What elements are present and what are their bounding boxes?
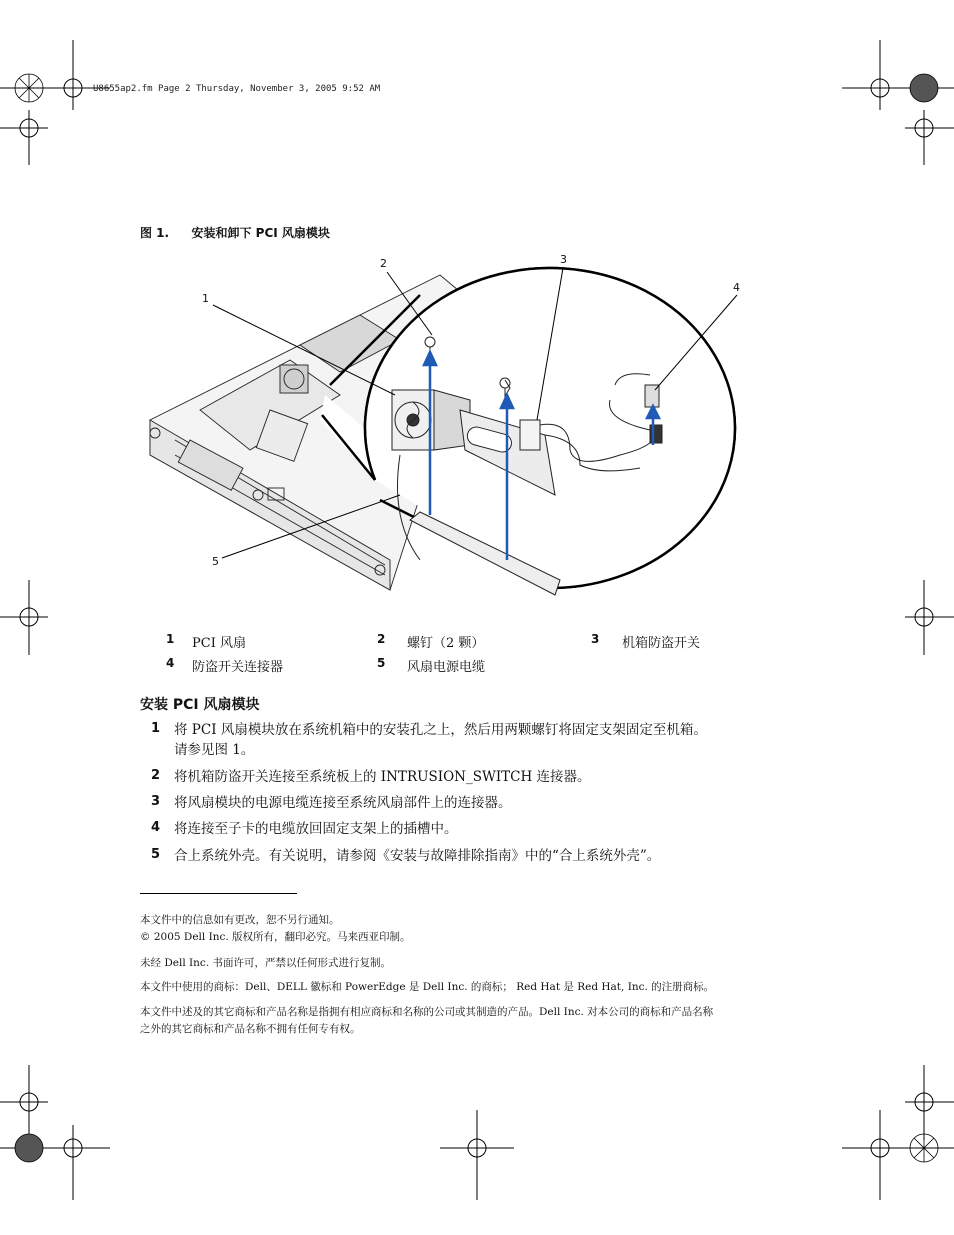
legend-text-3: 机箱防盗开关 [622,636,701,651]
legend-num-3: 3 [591,632,600,646]
footer-notice: 本文件中的信息如有更改，恕不另行通知。 [140,914,340,926]
callout-5: 5 [212,555,219,568]
legend-text-1: PCI 风扇 [192,636,246,651]
footer-trademarks: 本文件中使用的商标：Dell、DELL 徽标和 PowerEdge 是 Dell Inc. 的商标； Red Hat 是 Red Hat, Inc. 的注册商标。 [140,981,715,993]
legend-num-1: 1 [166,632,175,646]
callout-3: 3 [560,253,567,266]
step-num-5: 5 [151,847,161,862]
callout-4: 4 [733,281,740,294]
legend-text-4: 防盗开关连接器 [192,660,284,675]
footer-reproduction: 未经 Dell Inc. 书面许可，严禁以任何形式进行复制。 [140,957,391,969]
callout-2: 2 [380,257,387,270]
footer-other-trademarks-cont: 之外的其它商标和产品名称不拥有任何专有权。 [140,1023,361,1035]
legend-text-2: 螺钉（2 颗） [407,636,485,651]
step-num-3: 3 [151,794,161,809]
step-num-1: 1 [151,721,161,736]
step-num-4: 4 [151,820,161,835]
footer-copyright: © 2005 Dell Inc. 版权所有，翻印必究。马来西亚印制。 [140,931,411,943]
legend-num-2: 2 [377,632,386,646]
step-text-1: 将 PCI 风扇模块放在系统机箱中的安装孔之上，然后用两颗螺钉将固定支架固定至机箱。 [174,722,707,738]
step-text-3: 将风扇模块的电源电缆连接至系统风扇部件上的连接器。 [174,795,512,811]
step-text-1-cont: 请参见图 1。 [174,742,255,758]
legend-num-5: 5 [377,656,386,670]
figure-caption-label: 图 1. [140,226,170,240]
step-text-5: 合上系统外壳。有关说明，请参阅《安装与故障排除指南》中的“合上系统外壳”。 [174,848,661,864]
footer-rule [140,893,297,894]
file-info-header: U8655ap2.fm Page 2 Thursday, November 3, 2005 9:52 AM [93,84,381,94]
legend-num-4: 4 [166,656,175,670]
legend-text-5: 风扇电源电缆 [407,660,486,675]
step-num-2: 2 [151,768,161,783]
step-text-4: 将连接至子卡的电缆放回固定支架上的插槽中。 [174,821,458,837]
section-title: 安装 PCI 风扇模块 [140,697,260,713]
footer-other-trademarks: 本文件中述及的其它商标和产品名称是指拥有相应商标和名称的公司或其制造的产品。Dell Inc. 对本公司的商标和产品名称 [140,1006,714,1018]
step-text-2: 将机箱防盗开关连接至系统板上的 INTRUSION_SWITCH 连接器。 [174,769,591,785]
callout-1: 1 [202,292,209,305]
figure-caption-title: 安装和卸下 PCI 风扇模块 [191,226,330,240]
